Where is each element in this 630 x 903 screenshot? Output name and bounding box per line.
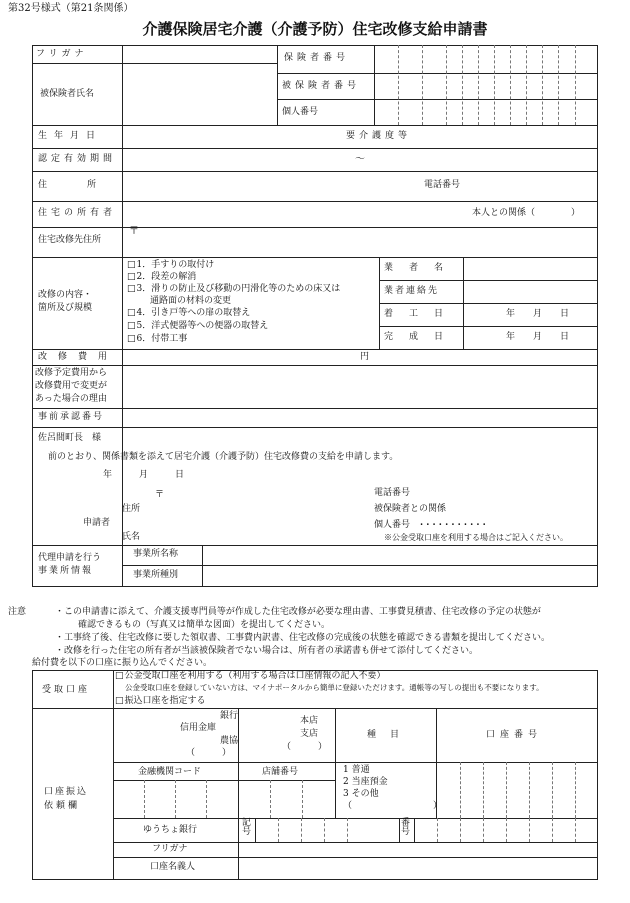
validity-label: 認定有効期間 (38, 154, 117, 164)
yucho-label: ゆうちょ銀行 (143, 825, 198, 835)
tilde: ～ (355, 154, 365, 165)
applicant-note: ※公金受取口座を利用する場合はご記入ください。 (384, 533, 568, 542)
applicant-personal-no-dots: . . . . . . . . . . . (420, 518, 486, 528)
yen-unit: 円 (360, 352, 370, 362)
contractor-contact-label: 業者連絡先 (384, 286, 440, 296)
start-label: 着工日 (384, 309, 460, 319)
note-1: ・この申請書に添えて、介護支援専門員等が作成した住宅改修が必要な理由書、工事費見積書、住宅改修の予定の状態が (55, 607, 541, 617)
holder-furigana-label: フリガナ (152, 844, 188, 854)
branch-type-paren: （ ） (282, 742, 328, 752)
renovation-label-2: 箇所及び規模 (38, 303, 93, 313)
type-option-3[interactable]: 3 その他 (343, 789, 379, 799)
type-option-1[interactable]: 1 普通 (343, 765, 370, 775)
bank-type-paren: （ ） (186, 748, 232, 758)
note-1b: 確認できるもの（写真又は簡単な図面）を提出してください。 (78, 620, 331, 630)
birthdate-label: 生年月日 (38, 131, 103, 141)
renovation-item-5[interactable]: □ 5．洋式便器等への便器の取替え (127, 321, 268, 331)
cost-label: 改修費用 (38, 352, 119, 362)
applicant-label: 申請者 (83, 518, 111, 528)
form-title: 介護保険居宅介護（介護予防）住宅改修支給申請書 (142, 20, 488, 38)
application-date: 年 月 日 (103, 470, 185, 480)
care-level-label: 要介護度等 (346, 131, 412, 141)
cost-change-1: 改修予定費用から (35, 368, 108, 378)
institution-code-label: 金融機関コード (138, 767, 202, 777)
shinkin-label: 信用金庫 (180, 723, 217, 733)
owner-label: 住宅の所有者 (38, 208, 117, 218)
note-3: ・改修を行った住宅の所有者が当該被保険者でない場合は、所有者の承諾書も併せて添付してください。 (55, 646, 479, 656)
transfer-note: 給付費を以下の口座に振り込んでください。 (32, 658, 213, 668)
form-number: 第32号様式（第21条関係） (8, 3, 134, 14)
option-public-account-note: 公金受取口座を登録していない方は、マイナポータルから簡単に登録いただけます。通帳等の写しの提出も不要になります。 (125, 683, 544, 692)
target-address-label: 住宅改修先住所 (38, 235, 102, 245)
applicant-name-label: 氏名 (122, 532, 141, 542)
shiten-label: 支店 (300, 729, 319, 739)
renovation-label-1: 改修の内容・ (38, 290, 93, 300)
insured-no-label: 被保険者番号 (282, 81, 361, 91)
prior-approval-label: 事前承認番号 (38, 412, 105, 422)
renovation-item-6[interactable]: □ 6．付帯工事 (127, 334, 187, 344)
start-date: 年 月 日 (506, 309, 570, 319)
transfer-label-1: 口座振込 (44, 787, 89, 797)
notes-caution: 注意 (8, 607, 27, 617)
option-public-account[interactable]: □ 公金受取口座を利用する（利用する場合は口座情報の記入不要） (115, 671, 386, 681)
receipt-account-label: 受取口座 (42, 685, 91, 695)
renovation-item-4[interactable]: □ 4．引き戸等への扉の取替え (127, 308, 250, 318)
agent-label-1: 代理申請を行う (38, 553, 102, 563)
option-specify-account[interactable]: □ 振込口座を指定する (115, 696, 206, 706)
applicant-personal-no-label: 個人番号 (374, 520, 411, 530)
account-holder-label: 口座名義人 (150, 862, 196, 872)
completion-date: 年 月 日 (506, 332, 570, 342)
renovation-item-3[interactable]: □ 3．滑りの防止及び移動の円滑化等のための床又は (127, 284, 340, 294)
noukyou-label: 農協 (220, 736, 239, 746)
contractor-label: 業者名 (384, 263, 460, 273)
account-type-label: 種目 (367, 730, 414, 740)
type-other-paren: （ ） (343, 801, 443, 811)
renovation-item-3b: 通路面の材料の変更 (150, 296, 232, 306)
agent-type-label: 事業所種別 (133, 570, 179, 580)
addressee: 佐呂間町長 様 (38, 433, 102, 443)
personal-no-label: 個人番号 (282, 107, 319, 117)
cost-change-3: あった場合の理由 (35, 394, 107, 404)
applicant-relation-label: 被保険者との関係 (374, 504, 447, 514)
bango-label: 番号 (401, 818, 411, 838)
relation-label: 本人との関係（ ） (472, 208, 581, 218)
renovation-item-1[interactable]: □ 1．手すりの取付け (127, 260, 214, 270)
applicant-address-label: 住所 (122, 504, 141, 514)
completion-label: 完成日 (384, 332, 460, 342)
kigo-label: 記号 (242, 818, 252, 838)
declaration: 前のとおり、関係書類を添えて居宅介護（介護予防）住宅改修費の支給を申請します。 (48, 452, 399, 462)
phone-label: 電話番号 (424, 180, 461, 190)
agent-label-2: 事業所情報 (38, 566, 94, 576)
insurer-no-label: 保険者番号 (284, 53, 350, 63)
applicant-phone-label: 電話番号 (374, 488, 411, 498)
account-number-label: 口座番号 (486, 730, 543, 740)
agent-name-label: 事業所名称 (133, 549, 179, 559)
applicant-postal: 〒 (155, 490, 165, 500)
cost-change-2: 改修費用で変更が (35, 381, 108, 391)
postal-mark: 〒 (129, 226, 139, 237)
renovation-item-2[interactable]: □ 2．段差の解消 (127, 272, 196, 282)
furigana-label: フリガナ (36, 49, 88, 59)
transfer-label-2: 依頼欄 (44, 801, 81, 811)
type-option-2[interactable]: 2 当座預金 (343, 777, 388, 787)
bank-label: 銀行 (220, 711, 239, 721)
honten-label: 本店 (300, 716, 319, 726)
branch-number-label: 店舗番号 (262, 767, 299, 777)
note-2: ・工事終了後、住宅改修に要した領収書、工事費内訳書、住宅改修の完成後の状態を確認できる書類を提出してください。 (55, 633, 551, 643)
address-label: 住所 (38, 180, 137, 190)
insured-name-label: 被保険者氏名 (40, 89, 95, 99)
